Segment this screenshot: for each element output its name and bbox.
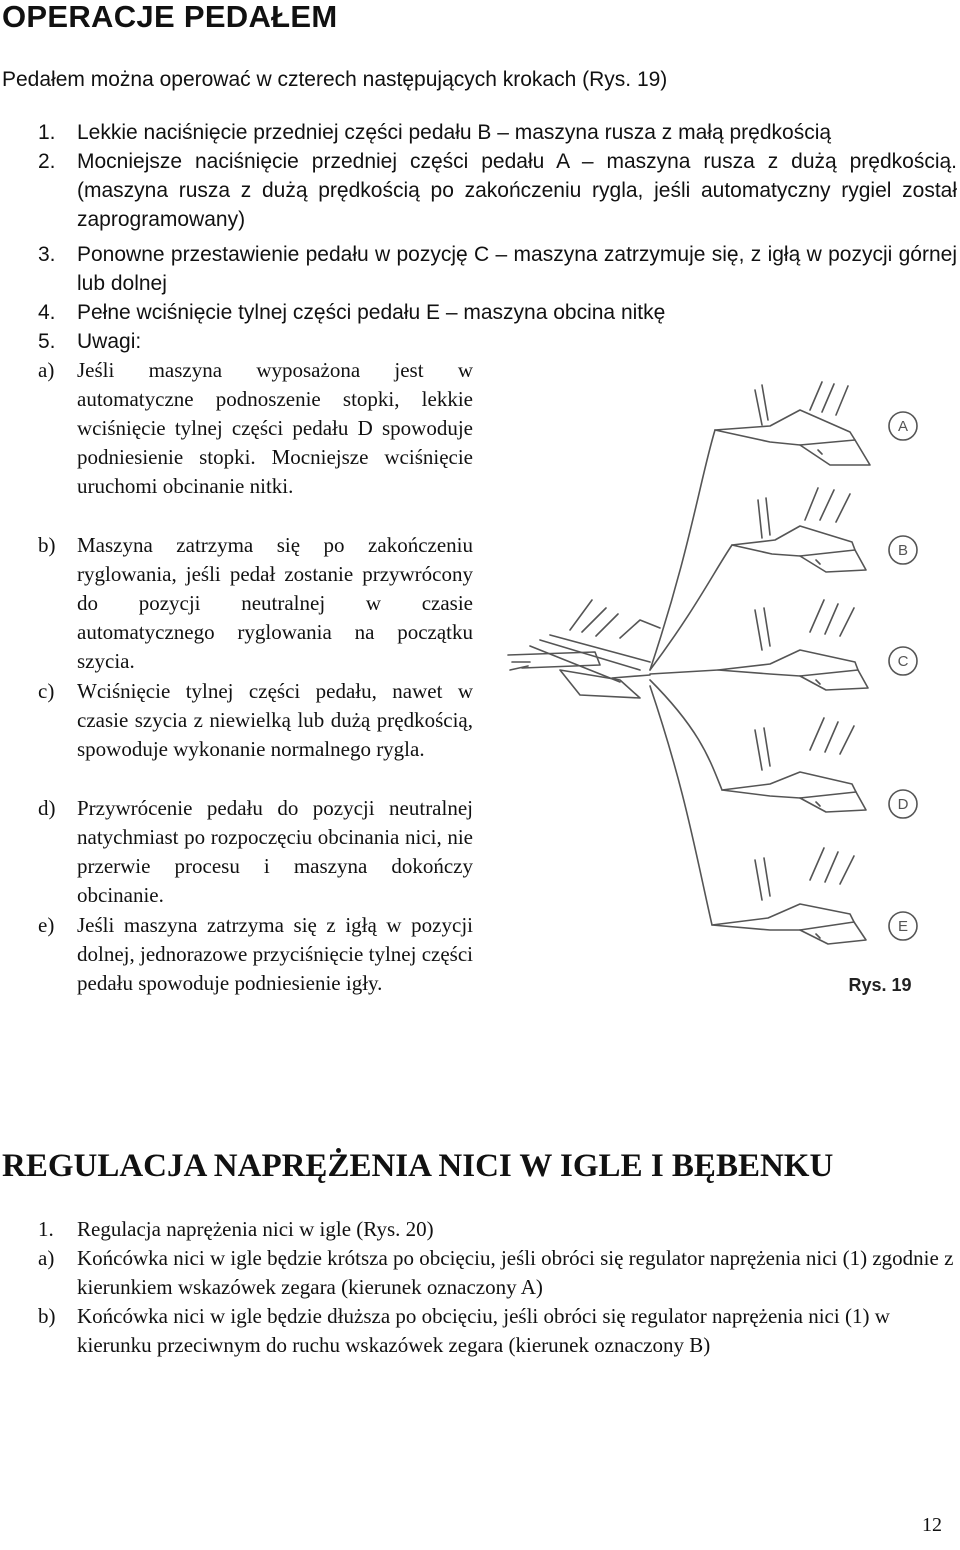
step-text: Pełne wciśnięcie tylnej części pedału E – maszyna obcina nitkę bbox=[77, 301, 666, 324]
note-text: Przywrócenie pedału do pozycji neutralnej natychmiast po rozpoczęciu obcinania nici, nie przerwie procesu i maszyna dokończy obcinanie. bbox=[77, 796, 473, 907]
figure-caption: Rys. 19 bbox=[848, 975, 912, 995]
note-label: b) bbox=[38, 533, 56, 557]
item-text: Regulacja naprężenia nici w igle (Rys. 20) bbox=[77, 1217, 434, 1241]
connector-line-a bbox=[650, 430, 715, 670]
pedal-drawing-a bbox=[715, 382, 870, 465]
connector-line-d bbox=[650, 680, 722, 790]
intro-text: Pedałem można operować w czterech następujących krokach (Rys. 19) bbox=[2, 68, 668, 91]
note-text: Maszyna zatrzyma się po zakończeniu ryglowania, jeśli pedał zostanie przywrócony do pozycji neutralnej w czasie automatycznego ryglowania na początku szycia. bbox=[77, 533, 473, 673]
pedal-drawing-b bbox=[732, 488, 866, 572]
note-label: a) bbox=[38, 358, 55, 382]
item-text: Końcówka nici w igle będzie dłuższa po obcięciu, jeśli obróci się regulator naprężenia nici (1) w kierunku przeciwnym do ruchu wskazówek zegara (kierunek oznaczony B) bbox=[77, 1304, 890, 1357]
label-d: D bbox=[897, 796, 909, 813]
note-label: c) bbox=[38, 679, 55, 703]
label-a: A bbox=[897, 418, 909, 435]
label-b: B bbox=[897, 542, 909, 559]
note-text: Jeśli maszyna zatrzyma się z igłą w pozycji dolnej, jednorazowe przyciśnięcie tylnej części pedału spowoduje podniesienie igły. bbox=[77, 913, 473, 995]
step-text: Ponowne przestawienie pedału w pozycję C – maszyna zatrzymuje się, z igłą w pozycji górnej lub dolnej bbox=[77, 243, 957, 295]
note-text: Jeśli maszyna wyposażona jest w automatyczne podnoszenie stopki, lekkie wciśnięcie tylnej części pedału D spowoduje podniesienie stopki. Mocniejsze wciśnięcie uruchomi obcinanie nitki. bbox=[77, 358, 473, 498]
section-title-pedal-operations: OPERACJE PEDAŁEM bbox=[2, 0, 338, 34]
note-label: d) bbox=[38, 796, 56, 820]
step-number: 4. bbox=[38, 301, 56, 324]
step-text: Lekkie naciśnięcie przedniej części pedału B – maszyna rusza z małą prędkością bbox=[77, 121, 832, 144]
pedal-drawing-c bbox=[718, 600, 868, 690]
label-c: C bbox=[897, 653, 909, 670]
step-text: Uwagi: bbox=[77, 330, 142, 353]
note-text: Wciśnięcie tylnej części pedału, nawet w czasie szycia z niewielką lub dużą prędkością, spowoduje wykonanie normalnego rygla. bbox=[77, 679, 473, 761]
connector-line-c bbox=[650, 670, 718, 674]
page-number: 12 bbox=[922, 1514, 942, 1536]
connector-line-e bbox=[650, 686, 712, 925]
step-number: 2. bbox=[38, 150, 56, 173]
pedal-positions-figure bbox=[500, 370, 960, 1010]
pedal-drawing-e bbox=[712, 848, 866, 944]
step-number: 1. bbox=[38, 121, 56, 144]
step-text: Mocniejsze naciśnięcie przedniej części pedału A – maszyna rusza z dużą prędkością. (maszyna rusza z dużą prędkością po zakończeniu rygla, jeśli automatyczny rygiel został zaprogramowany) bbox=[77, 150, 957, 231]
neutral-pedal-drawing bbox=[508, 600, 660, 698]
section-title-thread-tension: REGULACJA NAPRĘŻENIA NICI W IGLE I BĘBENKU bbox=[2, 1148, 834, 1184]
connector-line-b bbox=[650, 545, 732, 670]
item-label: b) bbox=[38, 1304, 56, 1328]
step-number: 5. bbox=[38, 330, 56, 353]
label-e: E bbox=[897, 918, 909, 935]
step-number: 3. bbox=[38, 243, 56, 266]
item-label: 1. bbox=[38, 1217, 54, 1241]
note-label: e) bbox=[38, 913, 55, 937]
pedal-drawing-d bbox=[722, 718, 866, 812]
item-label: a) bbox=[38, 1246, 55, 1270]
item-text: Końcówka nici w igle będzie krótsza po obcięciu, jeśli obróci się regulator naprężenia nici (1) zgodnie z kierunkiem wskazówek zegara (kierunek oznaczony A) bbox=[77, 1246, 954, 1299]
